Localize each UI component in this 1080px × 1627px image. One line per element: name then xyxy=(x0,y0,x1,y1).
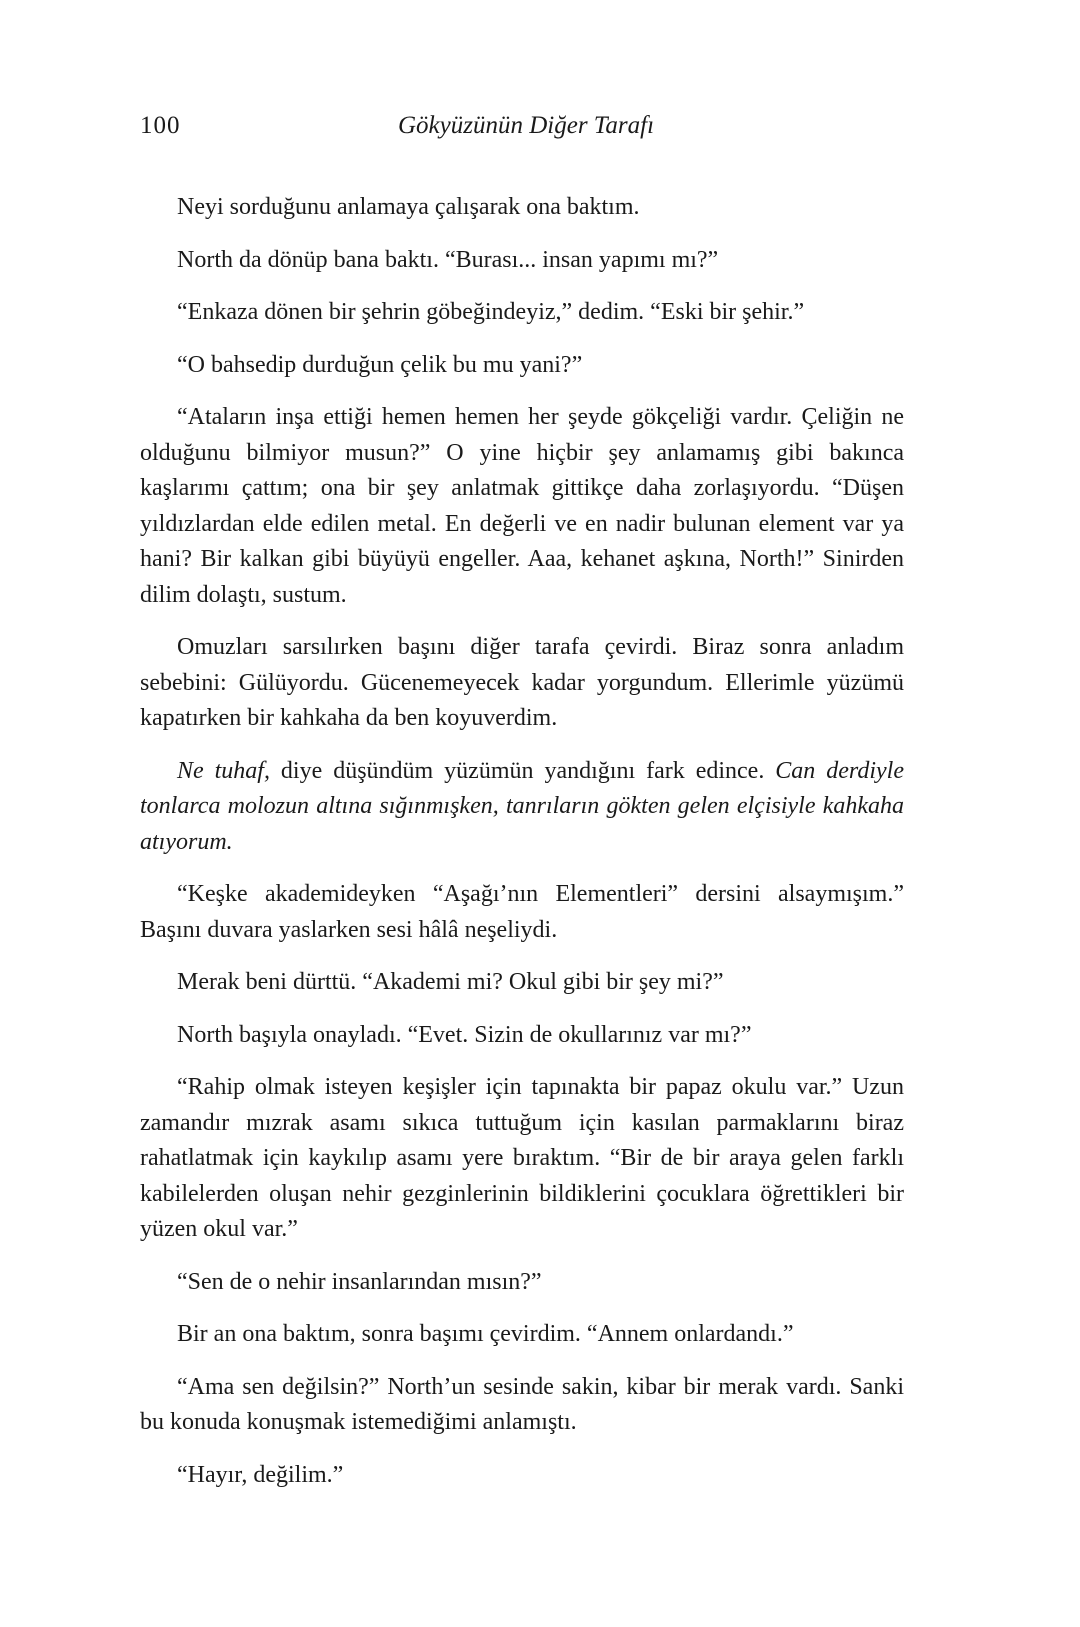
italic-thought-start: Ne tuhaf, xyxy=(177,757,270,784)
paragraph: “Sen de o nehir insanlarından mısın?” xyxy=(177,1268,542,1295)
page-header xyxy=(140,112,930,152)
paragraph: North başıyla onayladı. “Evet. Sizin de okullarınız var mı?” xyxy=(177,1021,752,1048)
paragraph: “Hayır, değilim.” xyxy=(177,1461,344,1488)
running-title: Gökyüzünün Diğer Tarafı xyxy=(398,112,655,139)
page-number: 100 xyxy=(140,112,181,139)
paragraph: “O bahsedip durduğun çelik bu mu yani?” xyxy=(177,351,583,378)
paragraph: “Keşke akademideyken “Aşağı’nın Elementleri” dersini alsaymışım.” Başını duvara yaslarken sesi hâlâ neşeliydi. xyxy=(140,881,904,943)
narration-text: diye düşündüm yüzümün yandığını fark edince. xyxy=(269,757,776,784)
body-text xyxy=(140,190,904,1493)
paragraph-mixed xyxy=(140,754,904,861)
paragraph: Merak beni dürttü. “Akademi mi? Okul gibi bir şey mi?” xyxy=(177,969,724,995)
paragraph: “Ataların inşa ettiği hemen hemen her şeyde gökçeliği vardır. Çeliğin ne olduğunu bilmiyor musun?” O yine hiçbir şey anlamamış gibi bakınca kaşlarımı çattım; ona bir şey anlatmak gittikçe daha zorlaşıyordu. “Düşen yıldızlardan elde edilen metal. En değerli ve en nadir bulunan element var ya hani? Bir kalkan gibi büyüyü engeller. Aaa, kehanet aşkına, North!” Sinirden dilim dolaştı, sustum. xyxy=(140,404,904,608)
paragraph: Bir an ona baktım, sonra başımı çevirdim. “Annem onlardandı.” xyxy=(177,1321,794,1347)
paragraph: “Rahip olmak isteyen keşişler için tapınakta bir papaz okulu var.” Uzun zamandır mızrak asamı sıkıca tuttuğum için kasılan parmaklarını biraz rahatlatmak için kaykılıp asamı yere bıraktım. “Bir de bir araya gelen farklı kabilelerden oluşan nehir gezginlerinin bildiklerini çocuklara öğrettikleri bir yüzen okul var.” xyxy=(140,1074,904,1242)
paragraph: “Ama sen değilsin?” North’un sesinde sakin, kibar bir merak vardı. Sanki bu konuda konuşmak istemediğimi anlamıştı. xyxy=(140,1373,904,1435)
paragraph: North da dönüp bana baktı. “Burası... insan yapımı mı?” xyxy=(177,246,719,273)
paragraph: Omuzları sarsılırken başını diğer tarafa çevirdi. Biraz sonra anladım sebebini: Gülüyordu. Gücenemeyecek kadar yorgundum. Ellerimle yüzümü kapatırken bir kahkaha da ben koyuverdim. xyxy=(140,634,904,731)
paragraph: Neyi sorduğunu anlamaya çalışarak ona baktım. xyxy=(177,194,640,220)
paragraph: “Enkaza dönen bir şehrin göbeğindeyiz,” dedim. “Eski bir şehir.” xyxy=(177,299,805,325)
italic-thought-end: Can derdiyle tonlarca molozun altına sığınmışken, tanrıların gökten gelen elçisiyle kahkaha atıyorum. xyxy=(140,757,904,855)
